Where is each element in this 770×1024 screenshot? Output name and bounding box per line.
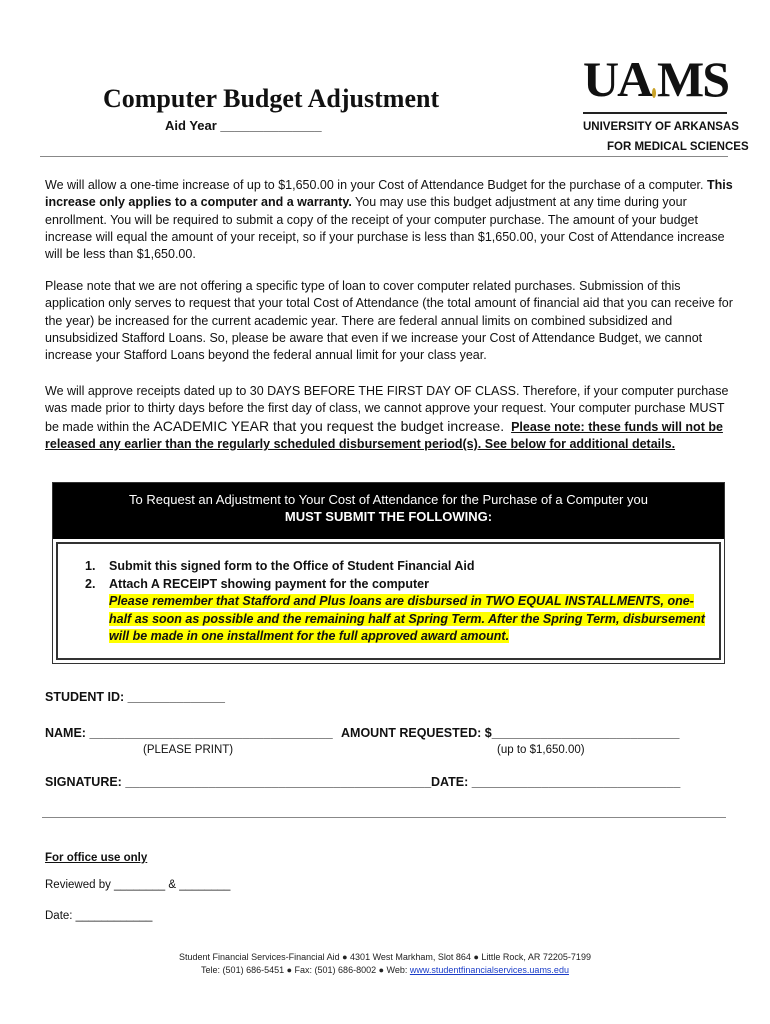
aid-year-field[interactable]: Aid Year ______________ (165, 118, 322, 133)
requirements-heading-line2: MUST SUBMIT THE FOLLOWING: (284, 509, 493, 524)
logo-name-line1: UNIVERSITY OF ARKANSAS (583, 121, 739, 133)
list-item (85, 558, 715, 576)
logo-mark-left: UA (583, 51, 652, 107)
name-field[interactable]: NAME: ___________________________________ (45, 726, 333, 740)
receipt-text: We will approve receipts dated up to 30 DAYS BEFORE THE FIRST DAY OF CLASS. Therefore, if your computer purchase was made prior to thirty days before the first day of class, we cannot approve your request. Your computer purchase MUST be made within the (45, 384, 729, 434)
office-use-heading: For office use only (45, 852, 148, 864)
step-number: 2. (85, 576, 96, 591)
list-item (85, 576, 715, 594)
requirements-heading (53, 483, 724, 539)
disbursement-note: Please note: these funds will not be released any earlier than the regularly scheduled disbursement period(s). See below for additional details. (45, 419, 723, 451)
step-number: 1. (85, 559, 96, 573)
footer-contact-text: Tele: (501) 686-5451 ● Fax: (501) 686-8002 ● Web: (201, 965, 410, 975)
requirements-heading-line1: To Request an Adjustment to Your Cost of Attendance for the Purchase of a Computer you (129, 492, 648, 507)
header-divider (40, 156, 728, 157)
amount-requested-field[interactable]: AMOUNT REQUESTED: $___________________________ (341, 726, 680, 740)
amount-hint: (up to $1,650.00) (497, 744, 585, 756)
installment-reminder (109, 593, 715, 646)
logo-mark-right: MS (657, 51, 728, 107)
highlighted-reminder-text: Please remember that Stafford and Plus loans are disbursed in TWO EQUAL INSTALLMENTS, one-half as soon as possible and the remaining half at Spring Term. After the Spring Term, disbursement will be made in one installment for the full approved award amount. (109, 594, 705, 643)
name-hint: (PLEASE PRINT) (143, 744, 234, 756)
student-id-field[interactable]: STUDENT ID: ______________ (45, 690, 225, 704)
intro-bold-text: This increase only applies to a computer and a warranty. (45, 178, 733, 210)
footer-website-link[interactable]: www.studentfinancialservices.uams.edu (409, 965, 569, 975)
receipt-paragraph (45, 383, 735, 453)
logo-name-line2: FOR MEDICAL SCIENCES (607, 141, 749, 153)
footer-contact (0, 964, 770, 977)
uams-logo (583, 51, 749, 154)
logo-mark (583, 51, 728, 107)
step-text: Attach A RECEIPT showing payment for the computer (109, 576, 429, 591)
loan-note-paragraph: Please note that we are not offering a specific type of loan to cover computer related purchases. Submission of this application only serves to request that your total Cost of Attendance (the total amount of financial aid that you can receive for the year) be increased for the current academic year. There are federal annual limits on combined subsidized and unsubsidized Stafford Loans. So, please be aware that even if we increase your Cost of Attendance Budget, we cannot increase your Stafford Loans beyond the federal annual limit for your class year. (45, 279, 733, 363)
footer-address: Student Financial Services-Financial Aid ● 4301 West Markham, Slot 864 ● Little Rock, AR 72205-7199 (179, 952, 591, 962)
reviewed-by-field[interactable]: Reviewed by ________ & ________ (45, 879, 231, 891)
intro-text: We will allow a one-time increase of up to $1,650.00 in your Cost of Attendance Budget for the purchase of a computer. (45, 178, 704, 192)
requirements-list (85, 558, 715, 646)
office-date-field[interactable]: Date: ____________ (45, 910, 153, 922)
intro-rest-text: You may use this budget adjustment at any time during your enrollment. You will be required to submit a copy of the receipt of your computer purchase. The amount of your budget increase will equal the amount of your receipt, so if your purchase is less than $1,650.00, your Cost of Attendance increase will be less than $1,650.00. (45, 195, 725, 262)
intro-paragraph (45, 177, 735, 263)
date-field[interactable]: DATE: ______________________________ (431, 775, 681, 789)
receipt-text-large: ACADEMIC YEAR that you request the budget increase. (153, 417, 505, 434)
logo-divider (583, 112, 727, 114)
logo-dot (652, 88, 656, 98)
step-text: Submit this signed form to the Office of Student Financial Aid (109, 559, 475, 573)
office-divider (42, 817, 726, 818)
signature-field[interactable]: SIGNATURE: ____________________________________________ (45, 775, 432, 789)
page-title: Computer Budget Adjustment (103, 84, 440, 113)
